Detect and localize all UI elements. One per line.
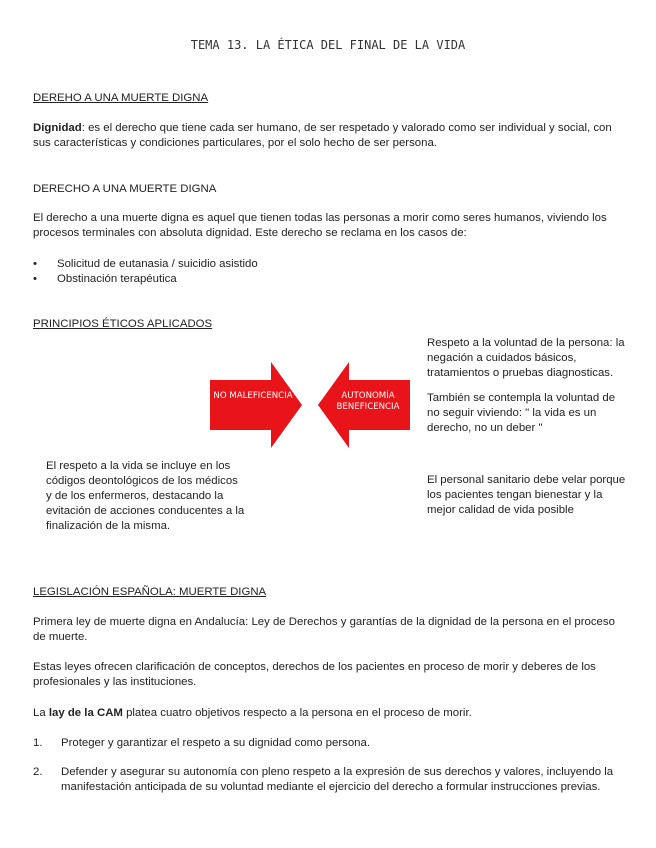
arrow-label-no-maleficencia: NO MALEFICENCIA: [213, 391, 293, 401]
list-item: [33, 765, 623, 795]
page-title: TEMA 13. LA ÉTICA DEL FINAL DE LA VIDA: [190, 38, 466, 52]
list-item: • Solicitud de eutanasia / suicidio asistido: [33, 257, 623, 272]
term-dignidad: Dignidad: [33, 122, 82, 134]
definition-dignidad: : es el derecho que tiene cada ser humano, de ser respetado y valorado como ser individual y social, con sus características y condiciones particulares, por el solo hecho de ser persona.: [33, 122, 612, 149]
note-autonomia-2: También se contempla la voluntad de no seguir viviendo: " la vida es un derecho, no un deber ": [427, 392, 616, 434]
paragraph-andalucia: Primera ley de muerte digna en Andalucía: Ley de Derechos y garantías de la dignidad de la persona en el proceso de muerte.: [33, 616, 615, 643]
paragraph-dignidad: [33, 121, 623, 151]
item-text: Defender y asegurar su autonomía con pleno respeto a la expresión de sus derechos y valores, incluyendo la manifestación anticipada de su voluntad mediante el ejercicio del derecho a formular instrucciones previas.: [61, 766, 614, 793]
note-autonomia-1: Respeto a la voluntad de la persona: la negación a cuidados básicos, tratamientos o pruebas diagnosticas.: [427, 337, 625, 379]
objectives-list: [33, 736, 623, 809]
section-heading-legislacion: LEGISLACIÓN ESPAÑOLA: MUERTE DIGNA: [33, 586, 267, 598]
item-number: 1.: [33, 737, 43, 749]
section-heading-principios: PRINCIPIOS ÉTICOS APLICADOS: [33, 318, 213, 330]
cam-suffix: platea cuatro objetivos respecto a la persona en el proceso de morir.: [122, 707, 472, 719]
arrow-label-autonomia-beneficencia: AUTONOMÍA BENEFICENCIA: [336, 391, 400, 412]
paragraph-derecho: El derecho a una muerte digna es aquel que tienen todas las personas a morir como seres humanos, viviendo los procesos terminales con absoluta dignidad. Este derecho se reclama en los casos de:: [33, 212, 607, 239]
item-text: Proteger y garantizar el respeto a su dignidad como persona.: [61, 737, 370, 749]
note-beneficencia: El personal sanitario debe velar porque los pacientes tengan bienestar y la mejor calidad de vida posible: [427, 474, 626, 516]
cam-law-name: lay de la CAM: [48, 707, 123, 719]
paragraph-cam: [33, 706, 623, 721]
section-heading-dignidad: DEREHO A UNA MUERTE DIGNA: [33, 92, 209, 104]
note-no-maleficencia: El respeto a la vida se incluye en los códigos deontológicos de los médicos y de los enfermeros, destacando la evitación de acciones conducentes a la finalización de la misma.: [46, 460, 245, 532]
list-item: • Obstinación terapéutica: [33, 272, 623, 287]
item-number: 2.: [33, 766, 43, 778]
section-heading-derecho: DERECHO A UNA MUERTE DIGNA: [33, 183, 217, 195]
bullet-list: [33, 257, 623, 287]
arrow-icon: [210, 362, 302, 448]
cam-prefix: La: [33, 707, 49, 719]
paragraph-leyes: Estas leyes ofrecen clarificación de conceptos, derechos de los pacientes en proceso de morir y deberes de los profesionales y las instituciones.: [33, 661, 596, 688]
list-item: [33, 736, 623, 751]
